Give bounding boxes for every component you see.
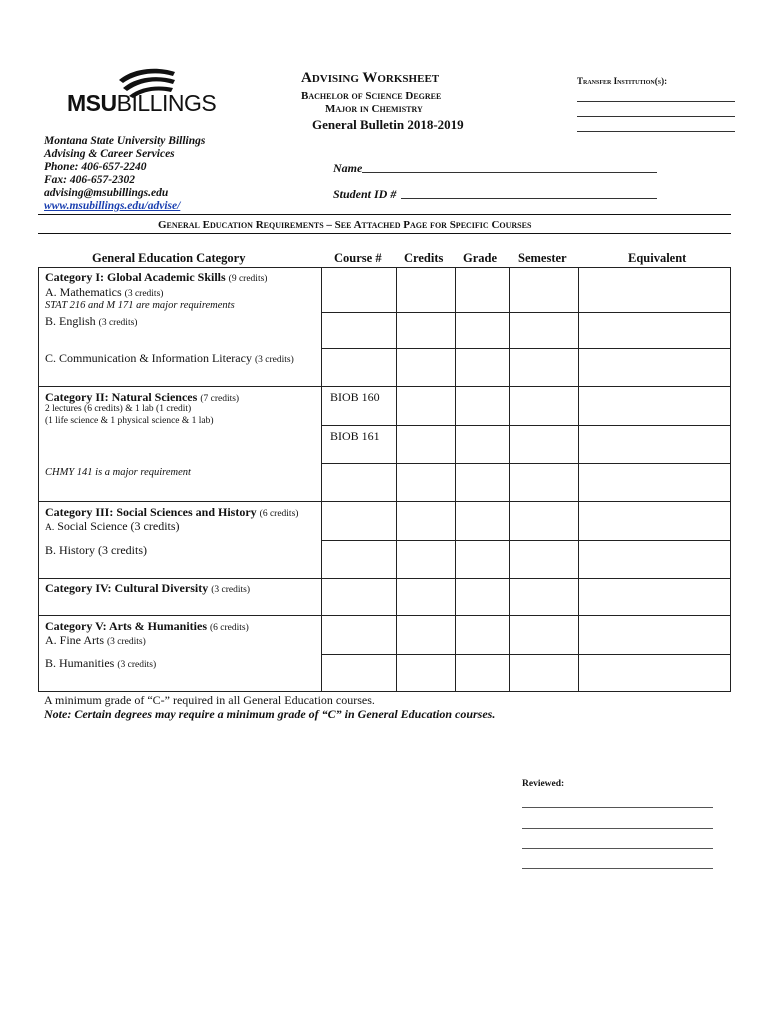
natural-sciences-note-2: (1 life science & 1 physical science & 1 lab): [45, 416, 214, 426]
reviewed-label: Reviewed:: [522, 779, 565, 789]
transfer-line-1[interactable]: [577, 101, 735, 102]
row-divider: [321, 425, 731, 426]
section-divider: [38, 501, 731, 502]
office-name: Advising & Career Services: [44, 148, 175, 160]
row-divider: [321, 540, 731, 541]
history-row: B. History (3 credits): [45, 543, 147, 557]
course-biob160: BIOB 160: [330, 390, 380, 404]
org-name: Montana State University Billings: [44, 135, 206, 147]
degree-title: Bachelor of Science Degree: [301, 90, 442, 102]
transfer-line-3[interactable]: [577, 131, 735, 132]
row-divider: [321, 463, 731, 464]
phone: Phone: 406-657-2240: [44, 161, 147, 173]
row-divider: [321, 312, 731, 313]
reviewed-line-4[interactable]: [522, 868, 713, 869]
col-course: Course #: [334, 251, 382, 265]
math-row: A. Mathematics (3 credits): [45, 285, 164, 299]
category-3-title: Category III: Social Sciences and History (6 credits): [45, 505, 299, 519]
email: advising@msubillings.edu: [44, 187, 169, 199]
name-field[interactable]: [362, 172, 657, 173]
section-divider: [38, 578, 731, 579]
section-divider: [38, 615, 731, 616]
english-row: B. English (3 credits): [45, 314, 138, 328]
chemistry-note: CHMY 141 is a major requirement: [45, 467, 191, 478]
website-link[interactable]: www.msubillings.edu/advise/: [44, 200, 181, 212]
student-id-label: Student ID #: [333, 187, 397, 201]
row-divider: [321, 654, 731, 655]
footer-notes: [44, 693, 495, 721]
bulletin-title: General Bulletin 2018-2019: [312, 117, 464, 132]
divider-bottom: [38, 233, 731, 234]
natural-sciences-note-1: 2 lectures (6 credits) & 1 lab (1 credit): [45, 404, 192, 414]
min-grade-note: A minimum grade of “C-” required in all General Education courses.: [44, 693, 375, 707]
col-divider: [578, 267, 579, 692]
col-category: General Education Category: [92, 251, 246, 265]
math-note: STAT 216 and M 171 are major requirements: [45, 300, 235, 311]
col-divider: [396, 267, 397, 692]
category-4-title: Category IV: Cultural Diversity (3 credits): [45, 581, 250, 595]
logo-wordmark: MSUBILLINGS: [67, 90, 217, 116]
category-2-title: Category II: Natural Sciences (7 credits): [45, 390, 240, 404]
col-grade: Grade: [463, 251, 498, 265]
col-semester: Semester: [518, 251, 567, 265]
student-id-field[interactable]: [401, 198, 657, 199]
category-5-title: Category V: Arts & Humanities (6 credits): [45, 619, 249, 633]
col-divider: [509, 267, 510, 692]
communication-row: C. Communication & Information Literacy (3 credits): [45, 351, 294, 365]
reviewed-line-1[interactable]: [522, 807, 713, 808]
category-1-title: Category I: Global Academic Skills (9 credits): [45, 270, 268, 284]
col-credits: Credits: [404, 251, 444, 265]
humanities-row: B. Humanities (3 credits): [45, 656, 157, 670]
col-divider: [321, 267, 322, 692]
reviewed-line-2[interactable]: [522, 828, 713, 829]
reviewed-line-3[interactable]: [522, 848, 713, 849]
fax: Fax: 406-657-2302: [44, 174, 136, 186]
social-science-row: A. Social Science (3 credits): [45, 519, 180, 533]
col-divider: [455, 267, 456, 692]
degree-note: Note: Certain degrees may require a minimum grade of “C” in General Education courses.: [44, 707, 496, 721]
col-equivalent: Equivalent: [628, 251, 687, 265]
name-label: Name: [333, 161, 363, 175]
transfer-institution-label: Transfer Institution(s):: [577, 76, 668, 86]
page-title: Advising Worksheet: [301, 70, 440, 86]
section-divider: [38, 386, 731, 387]
row-divider: [321, 348, 731, 349]
contact-block: [44, 135, 205, 213]
fine-arts-row: A. Fine Arts (3 credits): [45, 633, 146, 647]
divider-top: [38, 214, 731, 215]
gen-ed-heading: General Education Requirements – See Attached Page for Specific Courses: [158, 219, 532, 231]
transfer-line-2[interactable]: [577, 116, 735, 117]
major-title: Major in Chemistry: [325, 103, 423, 115]
course-biob161: BIOB 161: [330, 429, 380, 443]
